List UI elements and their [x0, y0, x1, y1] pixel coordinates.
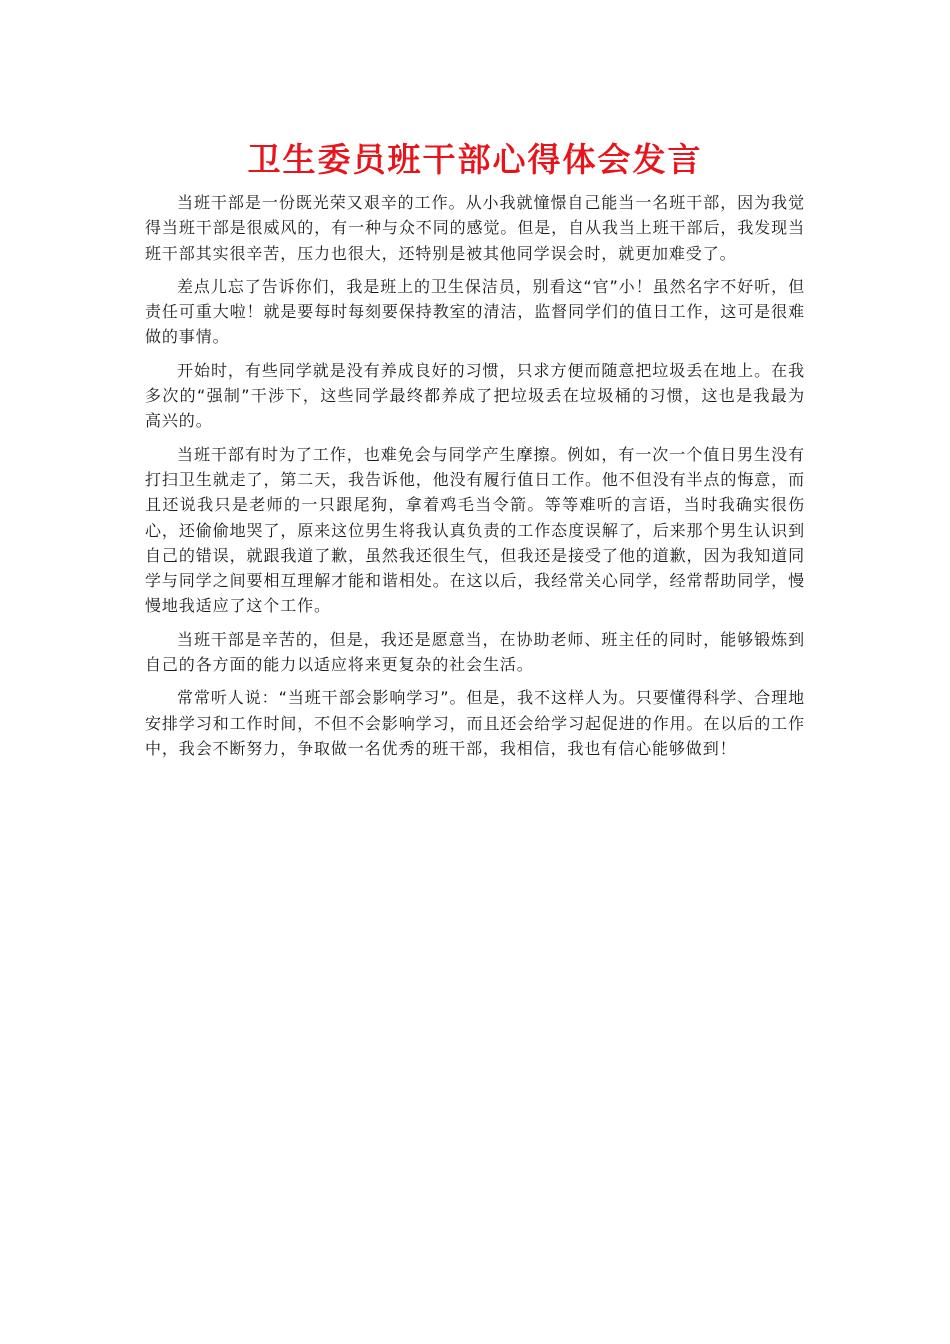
document-title: 卫生委员班干部心得体会发言 — [247, 140, 703, 179]
paragraph: 当班干部是辛苦的，但是，我还是愿意当，在协助老师、班主任的同时，能够锻炼到自己的各方面的能力以适应将来更复杂的社会生活。 — [145, 629, 805, 675]
document-body — [145, 190, 805, 769]
paragraph: 开始时，有些同学就是没有养成良好的习惯，只求方便而随意把垃圾丢在地上。在我多次的“强制”干涉下，这些同学最终都养成了把垃圾丢在垃圾桶的习惯，这也是我最为高兴的。 — [145, 360, 805, 431]
paragraph: 当班干部有时为了工作，也难免会与同学产生摩擦。例如，有一次一个值日男生没有打扫卫生就走了，第二天，我告诉他，他没有履行值日工作。他不但没有半点的悔意，而且还说我只是老师的一只跟尾狗，拿着鸡毛当令箭。等等难听的言语，当时我确实很伤心，还偷偷地哭了，原来这位男生将我认真负责的工作态度误解了，后来那个男生认识到自己的错误，就跟我道了歉，虽然我还很生气，但我还是接受了他的道歉，因为我知道同学与同学之间要相互理解才能和谐相处。在这以后，我经常关心同学，经常帮助同学，慢慢地我适应了这个工作。 — [145, 444, 805, 616]
paragraph: 常常听人说：“当班干部会影响学习”。但是，我不这样人为。只要懂得科学、合理地安排学习和工作时间，不但不会影响学习，而且还会给学习起促进的作用。在以后的工作中，我会不断努力，争取做一名优秀的班干部，我相信，我也有信心能够做到！ — [145, 688, 805, 758]
paragraph: 差点儿忘了告诉你们，我是班上的卫生保洁员，别看这“官”小！虽然名字不好听，但责任可重大啦！就是要每时每刻要保持教室的清洁，监督同学们的值日工作，这可是很难做的事情。 — [145, 276, 805, 347]
paragraph: 当班干部是一份既光荣又艰辛的工作。从小我就憧憬自己能当一名班干部，因为我觉得当班干部是很威风的，有一种与众不同的感觉。但是，自从我当上班干部后，我发现当班干部其实很辛苦，压力也很大，还特别是被其他同学误会时，就更加难受了。 — [145, 193, 805, 263]
